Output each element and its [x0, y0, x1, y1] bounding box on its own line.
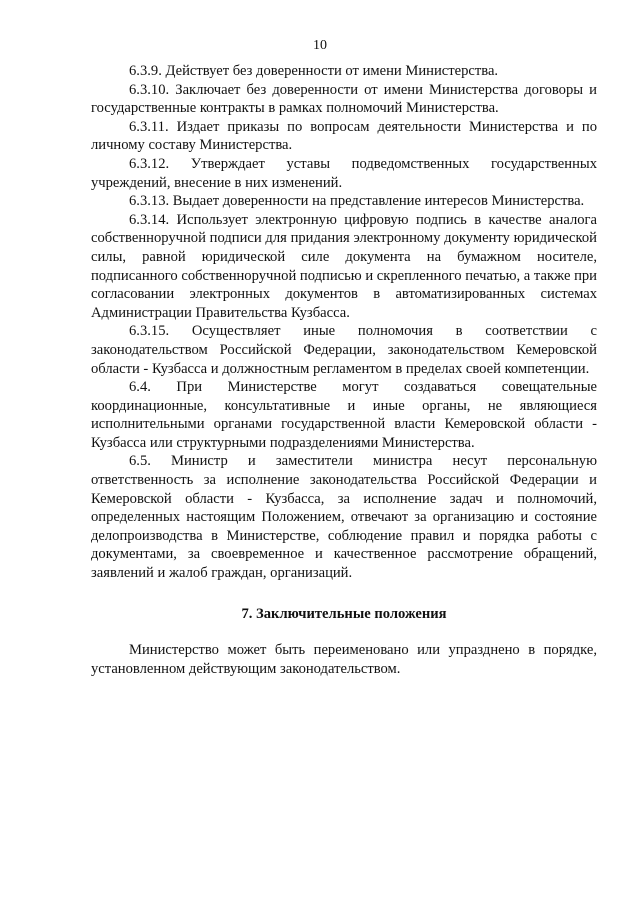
paragraph-6-3-15: 6.3.15. Осуществляет иные полномочия в соответствии с законодательством Российской Федерации, законодательством Кемеровской области - Кузбасса и должностным регламентом в пределах своей компетенции.: [91, 323, 597, 377]
section-heading: 7. Заключительные положения: [241, 605, 447, 622]
document-body: [91, 62, 597, 678]
paragraph-6-5: 6.5. Министр и заместители министра несут персональную ответственность за исполнение законодательства Российской Федерации и Кемеровской области - Кузбасса, за исполнение задач и полномочий, определенных настоящим Положением, отвечают за организацию и состояние делопроизводства в Министерстве, соблюдение правил и порядка работы с документами, за своевременное и качественное рассмотрение обращений, заявлений и жалоб граждан, организаций.: [91, 453, 597, 582]
paragraph-6-4: 6.4. При Министерстве могут создаваться совещательные координационные, консультативные и иные органы, не являющиеся исполнительными органами государственной власти Кемеровской области - Кузбасса или структурными подразделениями Министерства.: [91, 379, 597, 451]
paragraph-final-provisions: Министерство может быть переименовано или упразднено в порядке, установленном действующим законодательством.: [91, 642, 597, 677]
paragraph-6-3-14: 6.3.14. Использует электронную цифровую подпись в качестве аналога собственноручной подписи для придания электронному документу юридической силы, равной юридической силе документа на бумажном носителе, подписанного собственноручной подписью и скрепленного печатью, а также при согласовании электронных документов в автоматизированных системах Администрации Правительства Кузбасса.: [91, 211, 597, 321]
paragraph-6-3-11: 6.3.11. Издает приказы по вопросам деятельности Министерства и по личному составу Министерства.: [91, 118, 597, 154]
page-number: 10: [313, 38, 327, 53]
paragraph-6-3-12: 6.3.12. Утверждает уставы подведомственных государственных учреждений, внесение в них изменений.: [91, 155, 597, 191]
paragraph-6-3-13: 6.3.13. Выдает доверенности на представление интересов Министерства.: [129, 193, 585, 210]
paragraph-6-3-10: 6.3.10. Заключает без доверенности от имени Министерства договоры и государственные контракты в рамках полномочий Министерства.: [91, 81, 597, 117]
paragraph-6-3-9: 6.3.9. Действует без доверенности от имени Министерства.: [129, 63, 499, 79]
